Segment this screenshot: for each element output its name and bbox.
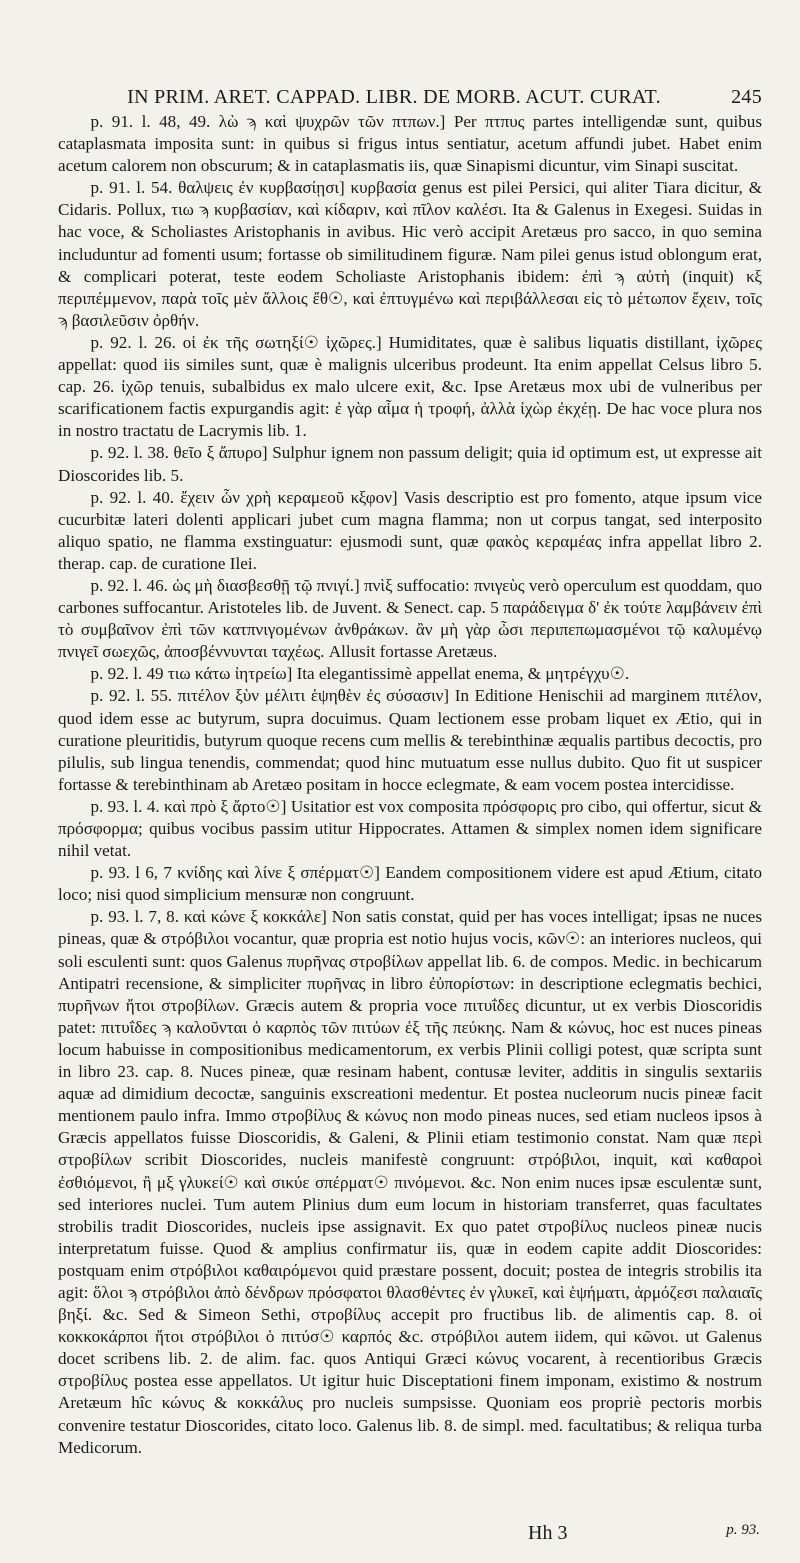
commentary-entry: p. 92. l. 40. ἔχειν ὧν χρὴ κεραμεοῦ κξφον] Vasis descriptio est pro fomento, atque ipsum vice cucurbitæ lateri dolenti applicari jubet cum magna flamma; non ut corpus tangat, sed interposito aliquo spatio, ne flamma exstinguatur: ejusmodi sunt, quæ φακὸς κεραμέας infra appellat libro 2. therap. cap. de curatione Ilei. [58, 487, 762, 573]
commentary-entry: p. 93. l 6, 7 κνίδης καὶ λίνε ξ σπέρματ☉] Eandem compositionem videre est apud Ætium, citato loco; nisi quod simplicium mensuræ non congruunt. [58, 863, 762, 905]
running-head [66, 86, 762, 109]
commentary-entry: p. 93. l. 4. καὶ πρὸ ξ ἄρτο☉] Usitatior est vox composita πρόσφορις pro cibo, qui offertur, sicut & πρόσφορμα; quibus vocibus passim utitur Hippocrates. Attamen & simplex nomen idem significare nihil vetat. [58, 796, 762, 861]
commentary-entry: p. 91. l. 48, 49. λὼ ϡ καὶ ψυχρῶν τῶν πτπων.] Per πτπυς partes intelligendæ sunt, quibus cataplasmata imposita sunt: in quibus si frigus intus sentiatur, acetum affundi jubet. Habet enim acetum calorem non obscurum; & in cataplasmatis iis, quæ Sinapismi dicuntur, vim Sinapi suscitat. [58, 112, 762, 176]
commentary-body [58, 111, 762, 1459]
page-footer [58, 1522, 760, 1545]
page-number: 245 [731, 86, 762, 108]
commentary-entry: p. 91. l. 54. θαλψεις ἐν κυρβασίῃσι] κυρβασία genus est pilei Persici, qui aliter Tiara dicitur, & Cidaris. Pollux, τιω ϡ κυρβασίαν, καὶ κίδαριν, καὶ πῖλον καλέσι. Ita & Galenus in Exegesi. Suidas in hac voce, & Scholiastes Aristophanis in avibus. Hic verò accipit Aretæus pro sacco, in quo semina includuntur ad fomenti usum; fortasse ob similitudinem figuræ. Nam pilei genus istud oblongum erat, & complicari poterat, teste eodem Scholiaste Aristophanis ibidem: ἐπὶ ϡ αὐτὴ (inquit) κξ περιπέμμενον, παρὰ τοῖς μὲν ἄλλοις ἔθ☉, καὶ ἐπτυγμένω καὶ περιβάλλεσαι εἰς τὸ μέτωπον ἔχειν, τοῖς ϡ βασιλεῦσιν ὀρθήν. [58, 178, 762, 330]
commentary-entry: p. 92. l. 55. πιτέλον ξὺν μέλιτι ἑψηθὲν ἐς σύσασιν] In Editione Henischii ad marginem πιτέλον, quod idem esse ac butyrum, supra docuimus. Quam lectionem esse probam liquet ex Ætio, qui in curatione pleuritidis, butyrum quoque recens cum mellis & terebinthinæ æqualis partibus decoctis, pro pilulis, sub lingua tenendis, commendat; quod hinc mutuatum esse nullus dubito. Quo fit ut suspicer fortasse & terebinthinam ab Aretæo positam in hocce eclegmate, & eam vocem postea intercidisse. [58, 686, 762, 794]
running-title: IN PRIM. ARET. CAPPAD. LIBR. DE MORB. ACUT. CURAT. [127, 86, 661, 108]
commentary-entry: p. 93. l. 7, 8. καὶ κώνε ξ κοκκάλε] Non satis constat, quid per has voces intelligat; ipsas ne nuces pineas, quæ & στρόβιλοι vocantur, quæ propria est notio hujus vocis, κῶν☉: an interiores nucleos, qui soli esculenti sunt: quos Galenus πυρῆνας στροβίλων appellat lib. 6. de compos. Medic. in bechicarum Antipatri recensione, & simpliciter πυρῆνας in libro ἐὐπορίστων: in descriptione eclegmatis bechici, πυρῆνων ἤτοι στροβίλων. Græcis autem & propria voce πιτυΐδες dicuntur, ut ex verbis Dioscoridis patet: πιτυΐδες ϡ καλοῦνται ὁ καρπὸς τῶν πιτύων ἐξ τῆς πεύκης. Nam & κώνυς, hoc est nuces pineas locum habuisse in compositionibus medicamentorum, ex verbis Plinii colligi potest, quæ scripta sunt in libro 23. cap. 8. Nuces pineæ, quæ resinam habent, contusæ leviter, additis in singulis sextariis aquæ ad dimidium decoctæ, sanguinis exscreationi medentur. Et postea nucleorum nucis pineæ facit mentionem paulo infra. Immo στροβίλυς & κώνυς non modo pineas nuces, sed etiam nucleos ipsos à Græcis appellatos fuisse Dioscoridis, & Galeni, & Plinii etiam testimonio constat. Nam quæ περὶ στροβίλων scribit Dioscorides, nucleis manifestè congruunt: στρόβιλοι, inquit, καὶ καθαροὶ ἐσθιόμενοι, ἢ μξ γλυκεί☉ καὶ σικύε σπέρματ☉ πινόμενοι. &c. Non enim nuces ipsæ esculentæ sunt, sed interiores nuclei. Tum autem Plinius dum eum locum in historiam transferret, quas facultates strobilis tradit Dioscorides, nucleis ipse assignavit. Ex quo patet στροβίλυς nucleos pineæ nucis interpretatum fuisse. Quod & amplius confirmatur iis, quæ in eodem capite addit Dioscorides: postquam enim στρόβιλοι καθαιρόμενοι quid præstare possent, docuit; postea de integris strobilis ita agit: ὅλοι ϡ στρόβιλοι ἀπὸ δένδρων πρόσφατοι θλασθέντες ἐν γλυκεῖ, καὶ ἑψήματι, ἁρμόζεσι παλαιαῖς βηξί. &c. Sed & Simeon Sethi, στροβίλυς accepit pro fructibus lib. de alimentis cap. 8. οἱ κοκκοκάρποι ἤτοι στρόβιλοι ὁ πιτύσ☉ καρπός &c. στρόβιλοι autem iidem, qui κῶνοι. ut Galenus docet scribens lib. 2. de alim. fac. quos Antiqui Græci κώνυς vocarent, à recentioribus Græcis στροβίλυς postea esse appellatos. Ut igitur huic Disceptationi finem imponam, existimo & nostrum Aretæum hîc κώνυς & κοκκάλυς pro nucleis sumpsisse. Quoniam eos propriè pectoris morbis convenire testatur Dioscorides, citato loco. Galenus lib. 8. de simpl. med. facultatibus; & reliqua turba Medicorum. [58, 907, 762, 1457]
catchword: p. 93. [726, 1522, 760, 1538]
commentary-entry: p. 92. l. 26. οἱ ἐκ τῆς σωτηξί☉ ἰχῶρες.] Humiditates, quæ è salibus liquatis distillant, ἰχῶρες appellat: quod iis similes sunt, quæ è malignis ulceribus prodeunt. Ita enim appellat Celsus libro 5. cap. 26. ἰχῶρ tenuis, subalbidus ex malo ulcere exit, &c. Ipse Aretæus mox ubi de vulneribus per scarificationem factis expurgandis agit: ἐ γὰρ αἷμα ἡ τροφή, ἀλλὰ ἰχὼρ ἐκχέῃ. De hac voce plura nos in nostro tractatu de Lacrymis lib. 1. [58, 332, 762, 441]
commentary-entry: p. 92. l. 46. ὡς μὴ διασβεσθῇ τῷ πνιγί.] πνὶξ suffocatio: πνιγεὺς verò operculum est quoddam, quo carbones suffocantur. Aristoteles lib. de Juvent. & Senect. cap. 5 παράδειγμα δ' ἐκ τούτε λαμβάνειν ἐπὶ τὸ συμβαῖνον ἐπὶ τῶν κατπνιγομένων ἀνθράκων. ἂν μὴ γὰρ ὦσι περιπεπωμασμένοι τῷ καλυμένῳ πνιγεῖ σωεχῶς, ἀποσβέννυνται ταχέως. Allusit fortasse Aretæus. [58, 575, 762, 662]
commentary-entry: p. 92. l. 49 τιω κάτω ἰητρείω] Ita elegantissimè appellat enema, & μητρέγχυ☉. [90, 664, 630, 684]
commentary-entry: p. 92. l. 38. θεῖο ξ ἄπυρο] Sulphur ignem non passum deligit; quia id optimum est, ut expresse ait Dioscorides lib. 5. [58, 443, 762, 485]
signature-mark: Hh 3 [528, 1522, 568, 1544]
